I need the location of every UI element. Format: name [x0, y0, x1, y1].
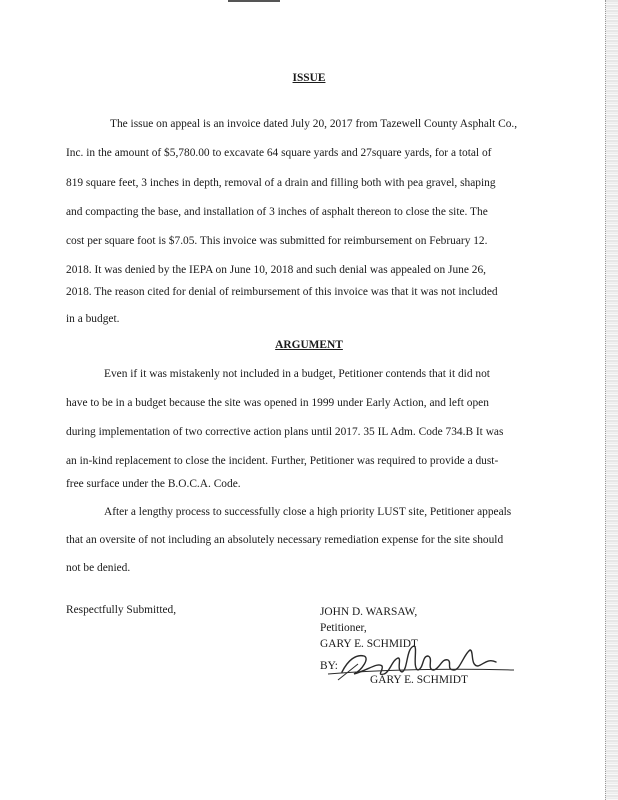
argument-line: an in-kind replacement to close the incident. Further, Petitioner was required to provide a dust-: [66, 455, 499, 467]
argument-line: After a lengthy process to successfully close a high priority LUST site, Petitioner appeals: [104, 506, 512, 518]
issue-line: cost per square foot is $7.05. This invoice was submitted for reimbursement on February 12.: [66, 235, 488, 247]
issue-heading: ISSUE: [292, 72, 326, 84]
issue-line: 819 square feet, 3 inches in depth, removal of a drain and filling both with pea gravel, shaping: [66, 177, 496, 189]
scan-artifact: [228, 0, 280, 2]
argument-line: free surface under the B.O.C.A. Code.: [66, 478, 241, 490]
argument-line: Even if it was mistakenly not included in a budget, Petitioner contends that it did not: [104, 368, 490, 380]
closing-text: Respectfully Submitted,: [66, 604, 177, 616]
scan-edge: [605, 0, 618, 800]
argument-line: not be denied.: [66, 562, 131, 574]
issue-line: and compacting the base, and installation of 3 inches of asphalt thereon to close the site. The: [66, 206, 488, 218]
argument-line: during implementation of two corrective action plans until 2017. 35 IL Adm. Code 734.B It was: [66, 426, 504, 438]
issue-line: 2018. It was denied by the IEPA on June 10, 2018 and such denial was appealed on June 26,: [66, 264, 487, 276]
signatory-name: GARY E. SCHMIDT: [370, 674, 468, 686]
argument-line: have to be in a budget because the site was opened in 1999 under Early Action, and left open: [66, 397, 489, 409]
by-label: BY:: [320, 660, 338, 672]
issue-line: Inc. in the amount of $5,780.00 to excavate 64 square yards and 27square yards, for a total of: [66, 147, 492, 159]
issue-line: 2018. The reason cited for denial of reimbursement of this invoice was that it was not included: [66, 286, 498, 298]
argument-heading: ARGUMENT: [275, 339, 343, 351]
petitioner-name: JOHN D. WARSAW,: [320, 606, 418, 618]
petitioner-name-2: GARY E. SCHMIDT: [320, 638, 418, 650]
issue-line: The issue on appeal is an invoice dated July 20, 2017 from Tazewell County Asphalt Co.,: [110, 118, 518, 130]
issue-line: in a budget.: [66, 313, 120, 325]
argument-line: that an oversite of not including an absolutely necessary remediation expense for the site should: [66, 534, 504, 546]
petitioner-role: Petitioner,: [320, 622, 367, 634]
